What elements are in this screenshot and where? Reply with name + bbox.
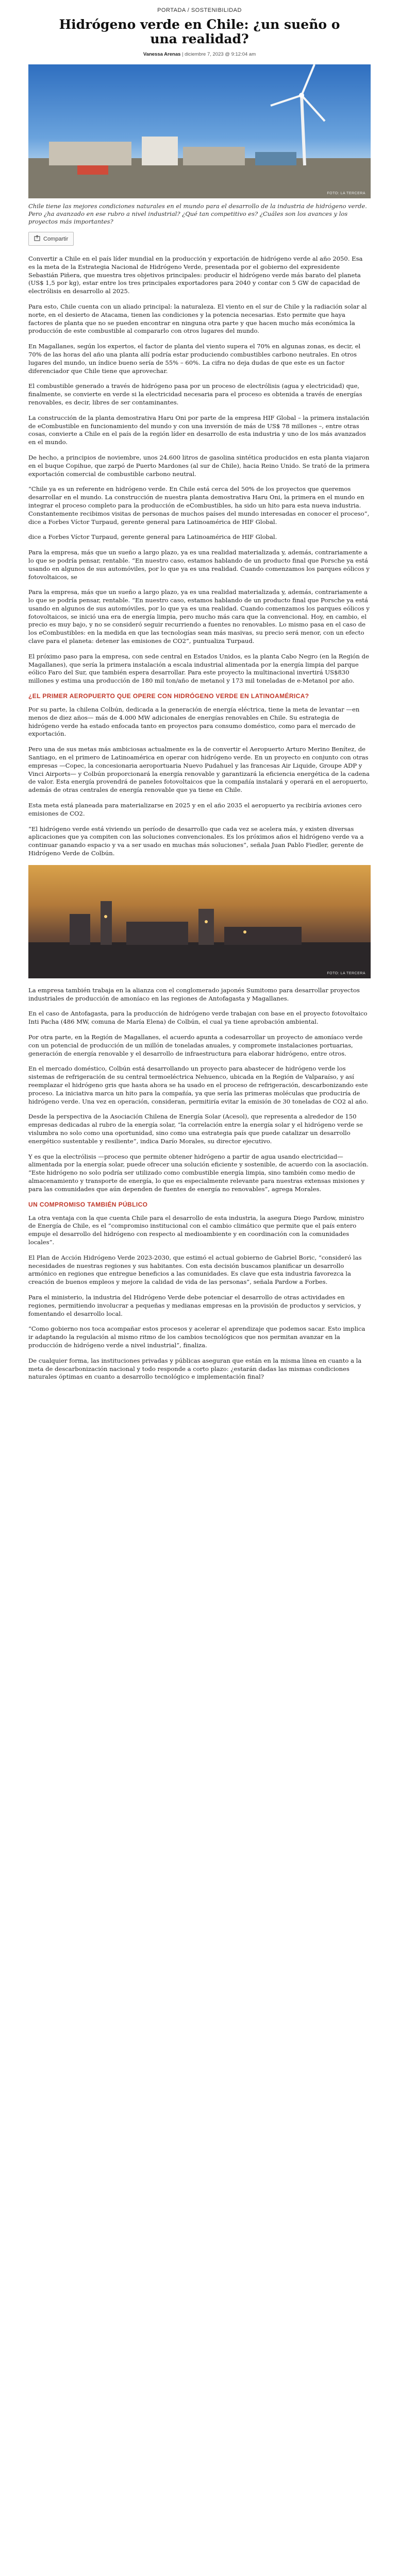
ground [28,942,371,978]
turbine-blade [302,95,325,121]
plant-at-dusk-scene [28,865,371,978]
industrial-plant-photo [28,865,371,978]
share-button[interactable] [28,232,74,246]
paragraph: Para la empresa, más que un sueño a largo plazo, ya es una realidad materializada y, además, contrariamente a lo que se podría pensar, rentable. “En nuestro caso, estamos hablando de un producto final que Porsche ya está usando en algunos de sus automóviles, por lo que ya es una realidad. Cuando comenzamos los parques eólicos y fotovoltaicos, se [28,549,370,581]
plant-structure [126,922,188,945]
turbine-hub [299,93,304,98]
section-breadcrumb[interactable]: PORTADA / SOSTENIBILIDAD [157,7,242,13]
paragraph: De cualquier forma, las instituciones privadas y públicas aseguran que están en la misma línea en cuanto a la meta de descarbonización nacional y todo responde a corto plazo: ¿estarán dadas las mismas condiciones naturales óptimas en cuanto a desarrollo tecnológico e implementación final? [28,1357,362,1381]
section-subhead: UN COMPROMISO TAMBIÉN PÚBLICO [28,1200,148,1208]
paragraph: “El hidrógeno verde está viviendo un período de desarrollo que cada vez se acelera más, y existen diversas aplicaciones que ya compiten con las soluciones convencionales. Es los próximos años el hidrógeno verde va a continuar ganando espacio y va a ser usado en muchas más soluciones”, señala Juan Pablo Fiedler, gerente de Hidrógeno Verde de Colbún. [28,825,364,857]
share-icon [34,235,40,243]
paragraph: Desde la perspectiva de la Asociación Chilena de Energía Solar (Acesol), que representa a alrededor de 150 empresas dedicadas al rubro de la energía solar, “la correlación entre la energía solar y el hidrógeno verde se vislumbra no solo como una oportunidad, sino como una estrategia país que puede catalizar un desarrollo energético sustentable y resiliente”, indica Darío Morales, su director ejecutivo. [28,1113,363,1145]
byline [0,52,399,57]
paragraph: El Plan de Acción Hidrógeno Verde 2023-2030, que estimó el actual gobierno de Gabriel Boric, “consideró las necesidades de nuestras regiones y sus habitantes. Con esta decisión buscamos planificar un desarrollo armónico en regiones que entregue beneficios a las comunidades. Es clave que esta industria favorezca la creación de buenos empleos y mejore la calidad de vida de las personas”, señala Pardow a Forbes. [28,1253,362,1286]
paragraph: De hecho, a principios de noviembre, unos 24.600 litros de gasolina sintética producidos en esta planta viajaron en el buque Copihue, que zarpó de Puerto Mardones (al sur de Chile), hacia Reino Unido. Se trató de la primera exportación comercial de combustible carbono neutral. [28,453,370,478]
article-title: Hidrógeno verde en Chile: ¿un sueño o una realidad? [59,17,340,46]
paragraph: Convertir a Chile en el país líder mundial en la producción y exportación de hidrógeno verde al año 2050. Esa es la meta de la Estrategia Nacional de Hidrógeno Verde, presentada por el gobierno del expresidente Sebastián Piñera, que muestra tres objetivos principales: producir el hidrógeno verde más barato del planeta (US$ 1,5 por kg), estar entre los tres principales exportadores para 2040 y contar con 5 GW de capacidad de electrólisis en desarrollo al 2025. [28,255,363,295]
plant-light [205,920,208,923]
paragraph: La empresa también trabaja en la alianza con el conglomerado japonés Sumitomo para desarrollar proyectos industriales de producción de amoníaco en las regiones de Antofagasta y Magallanes. [28,986,360,1002]
paragraph: Pero una de sus metas más ambiciosas actualmente es la de convertir el Aeropuerto Arturo Merino Benítez, de Santiago, en el primero de Latinoamérica en operar con hidrógeno verde. En un proyecto en conjunto con otras empresas —Copec, la concesionaria aeroportuaria Nuevo Pudahuel y las francesas Air Liquide, Groupe ADP y Vinci Airports— y Colbún proporcionará la energía renovable y garantizará la eficiencia energética de la cadena de valor. Esta energía provendrá de paneles fotovoltaicos que la compañía instalará y operará en el aeropuerto, además de otras centrales de energía renovable que ya tiene en Chile. [28,745,370,794]
turbine-tower [302,95,305,165]
turbine-blade [271,95,302,106]
byline-separator: | [182,52,185,57]
photo-credit: FOTO: LA TERCERA [327,192,365,195]
paragraph: Por su parte, la chilena Colbún, dedicada a la generación de energía eléctrica, tiene la meta de levantar —en menos de diez años— más de 4.000 MW adicionales de energías renovables en Chile. Su estrategia de hidrógeno verde ha estado enfocada tanto en proyectos para consumo doméstico, como para el mercado de exportación. [28,706,360,738]
photo-caption: Chile tiene las mejores condiciones naturales en el mundo para el desarrollo de la industria de hidrógeno verde. Pero ¿ha avanzado en ese rubro a nivel industrial? ¿Qué tan competitivo es? ¿Cuáles son los avances y los proyectos más importantes? [28,202,367,225]
wind-turbine-scene [28,64,371,198]
section-subhead: ¿EL PRIMER AEROPUERTO QUE OPERE CON HIDRÓGENO VERDE EN LATINOAMÉRICA? [28,692,309,700]
paragraph: En el mercado doméstico, Colbún está desarrollando un proyecto para abastecer de hidrógeno verde los sistemas de refrigeración de su central termoeléctrica Nehuenco, ubicada en la Región de Valparaíso, y así reemplazar el hidrógeno gris que hasta ahora se ha usado en el proceso de refrigeración, descarbonizando este proceso. La iniciativa marca un hito para la compañía, ya que sería las primeras moléculas que produciría de hidrógeno verde. Una vez en operación, consideran, permitiría evitar la emisión de 30 toneladas de CO2 al año. [28,1065,368,1105]
plant-light [104,915,107,918]
plant-structure [70,914,90,945]
plant-structure [224,927,302,945]
industrial-building [49,142,131,165]
paragraph: Esta meta está planeada para materializarse en 2025 y en el año 2035 el aeropuerto ya recibiría aviones cero emisiones de CO2. [28,802,362,817]
share-label: Compartir [43,235,69,242]
paragraph: Y es que la electrólisis —proceso que permite obtener hidrógeno a partir de agua usando electricidad— alimentada por la energía solar, puede ofrecer una solución eficiente y sostenible, de acuerdo con la asociación. “Este hidrógeno no solo podría ser utilizado como combustible energía limpia, sino también como medio de almacenamiento y transporte de energía, lo que es especialmente relevante para nuestras extensas misiones y para las comunidades que aún dependen de fuentes de energía no renovables”, agrega Morales. [28,1153,369,1193]
plant-structure [101,901,112,945]
paragraph: El combustible generado a través de hidrógeno pasa por un proceso de electrólisis (agua y electricidad) que, finalmente, se convierte en verde si la electricidad necesaria para el proceso es obtenida a través de energías renovables, es decir, libres de ser contaminantes. [28,382,362,406]
paragraph: Para esto, Chile cuenta con un aliado principal: la naturaleza. El viento en el sur de Chile y la radiación solar al norte, en el desierto de Atacama, tienen las condiciones y la potencia necesarias. Esto permite que haya factores de planta que no se pueden encontrar en ninguna otra parte y que hacen mucho más económica la producción de este combustible al compararlo con otros lugares del mundo. [28,302,367,335]
paragraph: Para la empresa, más que un sueño a largo plazo, ya es una realidad materializada y, además, contrariamente a lo que se podría pensar, rentable. “En nuestro caso, estamos hablando de un producto final que Porsche ya está usando en algunos de sus automóviles, por lo que ya es una realidad. Cuando comenzamos los parques eólicos y fotovoltaicos, se inició una era de energía limpia, pero mucho más cara que la convencional. Hoy, en cambio, el precio es muy bajo, y no se consideró seguir recurriendo a fuentes no renovables. Lo mismo pasa en el caso de los eCombustibles: en la medida en que las tecnologías sean más masivas, su precio será menor, con un efecto clave para el planeta: detener las emisiones de CO2”, puntualiza Turpaud. [28,588,370,645]
container [255,152,296,165]
paragraph: “Chile ya es un referente en hidrógeno verde. En Chile está cerca del 50% de los proyectos que queremos desarrollar en el mundo. La construcción de nuestra planta demostrativa Haru Oni, la primera en el mundo en integrar el proceso completo para la producción de eCombustibles, ha sido un hito para esta nueva industria. Constantemente recibimos visitas de personas de muchos países del mundo interesadas en conocer el proceso”, dice a Forbes Víctor Turpaud, gerente general para Latinoamérica de HIF Global. [28,485,370,526]
paragraph: En el caso de Antofagasta, para la producción de hidrógeno verde trabajan con base en el proyecto fotovoltaico Inti Pacha (486 MW, comuna de María Elena) de Colbún, el cual ya tiene aprobación ambiental. [28,1010,368,1026]
paragraph: En Magallanes, según los expertos, el factor de planta del viento supera el 70% en algunas zonas, es decir, el 70% de las horas del año una planta allí podría estar produciendo combustibles carbono neutrales. En otros lugares del mundo, un índice bueno sería de 55% – 60%. La cifra no deja dudas de que este es un factor diferenciador que Chile tiene que aprovechar. [28,343,361,375]
industrial-shed [183,147,245,165]
hero-photo [28,64,371,198]
publish-date: diciembre 7, 2023 @ 9:12:04 am [185,52,256,57]
industrial-tank [142,137,178,165]
plant-light [243,930,246,934]
paragraph: dice a Forbes Víctor Turpaud, gerente general para Latinoamérica de HIF Global. [28,533,277,541]
paragraph: La otra ventaja con la que cuenta Chile para el desarrollo de esta industria, la asegura Diego Pardow, ministro de Energía de Chile, es el “compromiso institucional con el cambio climático que permite que el país entero empuje el desarrollo del hidrógeno con respecto al medioambiente y en coordinación con la comunidades locales”. [28,1214,364,1246]
paragraph: Por otra parte, en la Región de Magallanes, el acuerdo apunta a codesarrollar un proyecto de amoníaco verde con un potencial de producción de un millón de toneladas anuales, y compromete instalaciones portuarias, generación de energía renovable y el desarrollo de infraestructura para elaborar hidrógeno, entre otros. [28,1033,363,1057]
photo-credit: FOTO: LA TERCERA [327,971,365,975]
paragraph: El próximo paso para la empresa, con sede central en Estados Unidos, es la planta Cabo Negro (en la Región de Magallanes), que sería la primera instalación a escala industrial alimentada por la energía limpia del parque eólico Faro del Sur, que también espera desarrollar. Para este proyecto la multinacional invertirá US$830 millones y estima una producción de 180 mil ton/año de metanol y 173 mil toneladas de e-Metanol por año. [28,652,369,685]
paragraph: Para el ministerio, la industria del Hidrógeno Verde debe potenciar el desarrollo de otras actividades en regiones, permitiendo involucrar a pequeñas y medianas empresas en la provisión de productos y servicios, y fomentando el desarrollo local. [28,1293,361,1317]
author-name[interactable]: Vanessa Arenas [143,52,181,57]
article-body [28,255,371,1381]
top-bar [0,0,399,5]
paragraph: “Como gobierno nos toca acompañar estos procesos y acelerar el aprendizaje que podemos sacar. Esto implica ir adaptando la regulación al mismo ritmo de los cambios tecnológicos que nos permitan avanzar en la producción de hidrógeno verde a nivel industrial”, finaliza. [28,1325,365,1349]
truck [77,165,108,175]
paragraph: La construcción de la planta demostrativa Haru Oni por parte de la empresa HIF Global – la primera instalación de eCombustible en funcionamiento del mundo y con una inversión de más de US$ 78 millones –, entre otras cosas, convierte a Chile en el país de la región líder en desarrollo de esta industria y uno de los más avanzados en el mundo. [28,414,370,446]
plant-structure [198,909,214,945]
turbine-blade [302,64,314,95]
